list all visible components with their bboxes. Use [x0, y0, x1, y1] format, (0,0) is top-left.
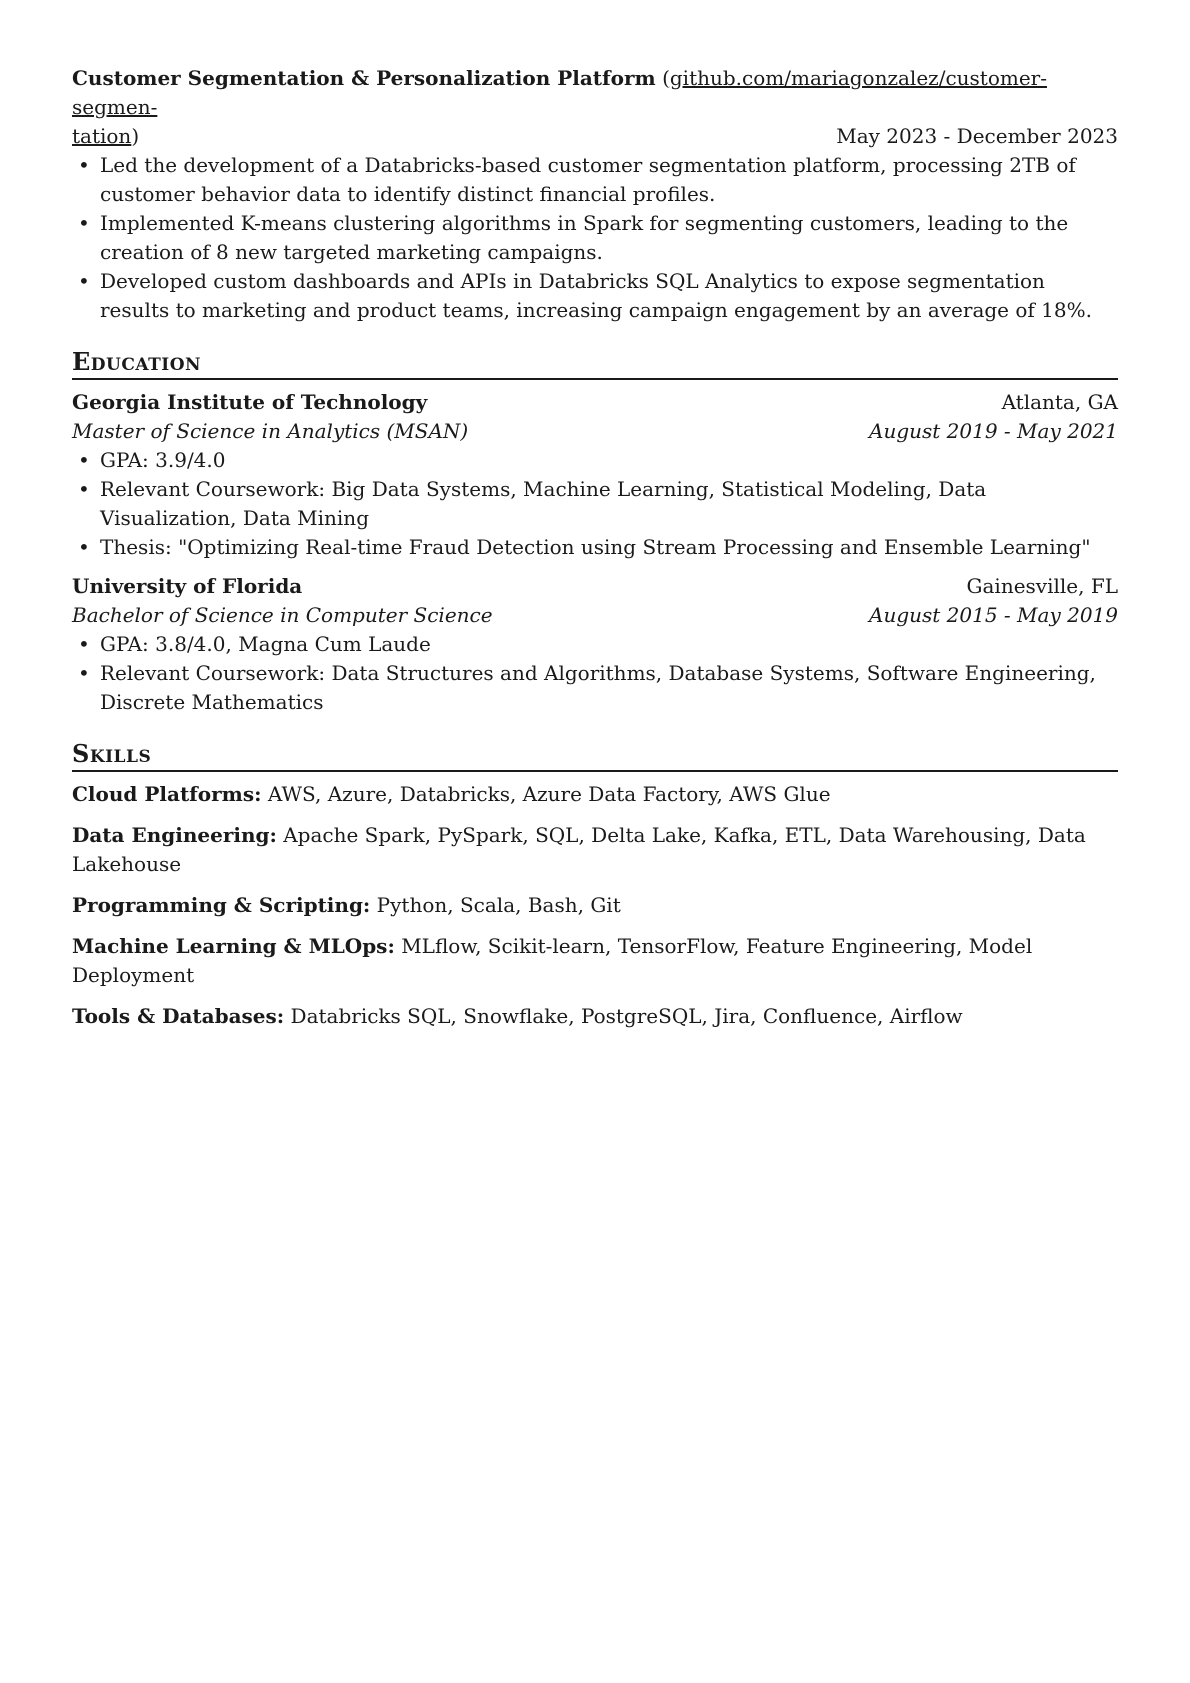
skill-value: AWS, Azure, Databricks, Azure Data Factory, AWS Glue: [267, 782, 831, 806]
project-link-close: ): [131, 124, 140, 148]
project-title: Customer Segmentation & Personalization Platform: [72, 66, 656, 90]
skill-label: Machine Learning & MLOps:: [72, 934, 395, 958]
resume-page: [72, 64, 1118, 1031]
skill-label: Tools & Databases:: [72, 1004, 285, 1028]
project-bullets: [72, 151, 1118, 325]
skill-label: Programming & Scripting:: [72, 893, 371, 917]
project-link-row: [72, 122, 1118, 151]
school-name: University of Florida: [72, 574, 303, 598]
project-link-open: (: [662, 66, 670, 90]
education-dates: August 2015 - May 2019: [869, 603, 1118, 627]
skill-value: Python, Scala, Bash, Git: [376, 893, 621, 917]
project-github-link[interactable]: github.com/mariagonzalez/customer-segmen-: [72, 66, 1047, 119]
skill-value: MLflow, Scikit-learn, TensorFlow, Feature Engineering, Model Deployment: [72, 934, 1033, 987]
skill-label: Cloud Platforms:: [72, 782, 262, 806]
list-item: • Relevant Coursework: Data Structures and Algorithms, Database Systems, Software Engineering, Discrete Mathematics: [72, 659, 1118, 717]
school-name: Georgia Institute of Technology: [72, 390, 428, 414]
education-dates: August 2019 - May 2021: [869, 419, 1118, 443]
skill-line: [72, 891, 1118, 920]
project-entry: [72, 64, 1118, 325]
education-entry: [72, 388, 1118, 562]
list-item: • Developed custom dashboards and APIs in Databricks SQL Analytics to expose segmentation results to marketing and product teams, increasing campaign engagement by an average of 18%.: [72, 267, 1118, 325]
project-header: [72, 64, 1118, 122]
project-date: May 2023 - December 2023: [836, 124, 1118, 148]
project-github-link-continued[interactable]: tation: [72, 124, 132, 148]
school-location: Atlanta, GA: [1001, 390, 1118, 414]
education-entry: [72, 572, 1118, 717]
list-item: • GPA: 3.9/4.0: [72, 446, 1118, 475]
education-bullets: [72, 630, 1118, 717]
list-item: • Thesis: "Optimizing Real-time Fraud Detection using Stream Processing and Ensemble Learning": [72, 533, 1118, 562]
skills-heading: Skills: [72, 739, 1118, 772]
list-item: • GPA: 3.8/4.0, Magna Cum Laude: [72, 630, 1118, 659]
degree: Master of Science in Analytics (MSAN): [72, 419, 469, 443]
degree: Bachelor of Science in Computer Science: [72, 603, 493, 627]
list-item: • Led the development of a Databricks-based customer segmentation platform, processing 2TB of customer behavior data to identify distinct financial profiles.: [72, 151, 1118, 209]
list-item: • Implemented K-means clustering algorithms in Spark for segmenting customers, leading to the creation of 8 new targeted marketing campaigns.: [72, 209, 1118, 267]
skill-value: Apache Spark, PySpark, SQL, Delta Lake, Kafka, ETL, Data Warehousing, Data Lakehouse: [72, 823, 1086, 876]
skill-value: Databricks SQL, Snowflake, PostgreSQL, Jira, Confluence, Airflow: [290, 1004, 963, 1028]
skill-line: [72, 821, 1118, 879]
list-item: • Relevant Coursework: Big Data Systems, Machine Learning, Statistical Modeling, Data Visualization, Data Mining: [72, 475, 1118, 533]
education-bullets: [72, 446, 1118, 562]
skill-line: [72, 1002, 1118, 1031]
skill-line: [72, 780, 1118, 809]
school-location: Gainesville, FL: [966, 574, 1118, 598]
education-heading: Education: [72, 347, 1118, 380]
skill-line: [72, 932, 1118, 990]
skills-list: [72, 780, 1118, 1031]
skill-label: Data Engineering:: [72, 823, 277, 847]
